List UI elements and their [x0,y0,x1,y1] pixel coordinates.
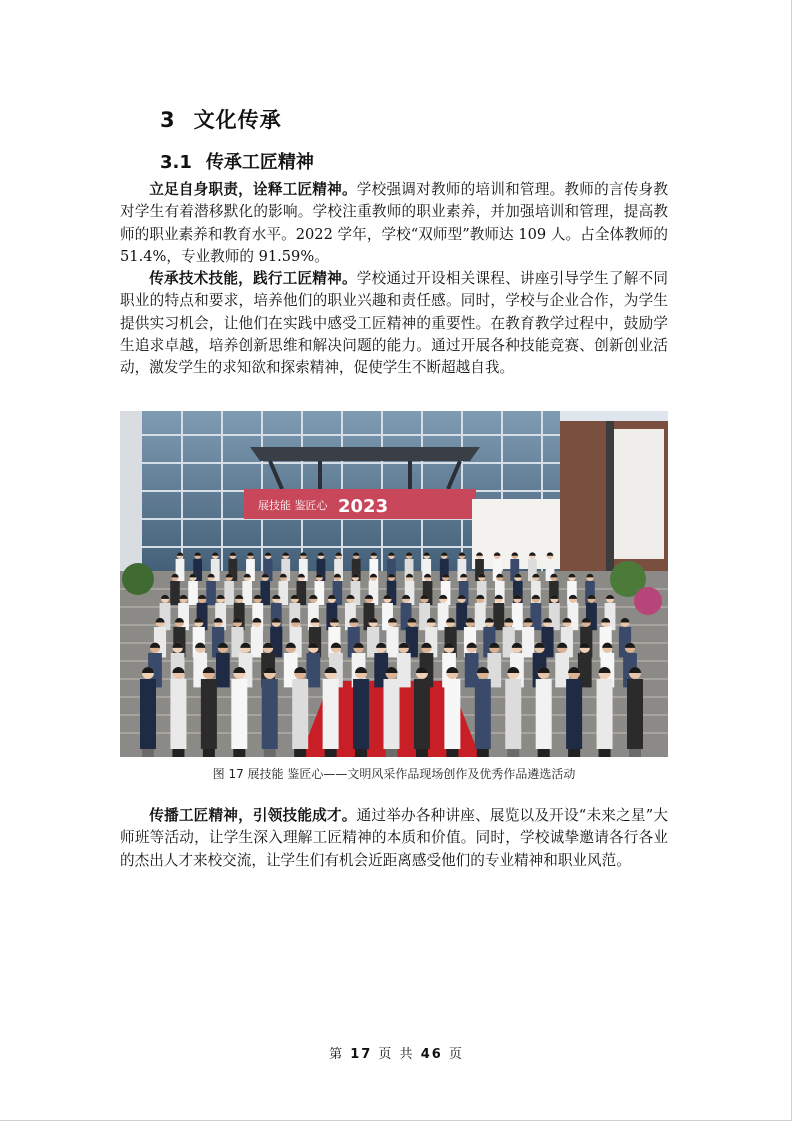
student-body [438,603,449,630]
paragraph-3 [120,805,668,872]
student-body [627,679,643,749]
student-body [503,627,515,657]
student-body [384,679,400,749]
student-body [456,603,467,630]
total-pages: 46 [420,1047,443,1062]
student-body [414,679,430,749]
student-body [328,627,340,657]
student-legs [172,749,184,757]
student-body [309,627,321,657]
student-body [278,581,288,605]
student-body [580,627,592,657]
paragraph-1 [120,179,668,268]
student-body [262,679,278,749]
paragraph-2 [120,268,668,379]
section-heading [160,148,314,174]
student-body [597,679,613,749]
page-number: 17 [350,1047,373,1062]
student-legs [142,749,154,757]
student-body [173,627,185,657]
footer-middle: 页 共 [372,1047,421,1062]
paragraph-2-body: 学校通过开设相关课程、讲座引导学生了解不同职业的特点和要求，培养他们的职业兴趣和责任感。同时，学校与企业合作，为学生提供实习机会，让他们在实践中感受工匠精神的重要性。在教育教学过程中，鼓励学生追求卓越，培养创新思维和解决问题的能力。通过开展各种技能竞赛、创新创业活动，激发学生的求知欲和探索精神，促使学生不断超越自我。 [120,270,668,377]
chapter-number: 3 [160,108,176,132]
student-body [600,627,612,657]
student-body [406,627,418,657]
student-legs [233,749,245,757]
student-body [353,679,369,749]
paragraph-2-lead: 传承技术技能，践行工匠精神。 [149,270,357,287]
student-legs [629,749,641,757]
page-footer [0,1043,793,1062]
student-body [140,679,156,749]
student-legs [538,749,550,757]
student-legs [386,749,398,757]
footer-suffix: 页 [442,1047,464,1062]
crowd [140,552,643,757]
student-legs [568,749,580,757]
student-body [224,581,234,605]
group-photo [120,411,668,757]
student-body [445,627,457,657]
student-body [444,679,460,749]
student-body [512,603,523,630]
student-body [231,679,247,749]
student-body [201,679,217,749]
student-body [292,679,308,749]
student-body [216,653,230,687]
student-legs [477,749,489,757]
student-legs [507,749,519,757]
student-legs [416,749,428,757]
student-body [270,627,282,657]
section-title: 传承工匠精神 [205,152,314,173]
student-legs [264,749,276,757]
student-body [231,627,243,657]
student-body [475,603,486,630]
student-body [505,679,521,749]
student-body [251,627,263,657]
student-body [323,679,339,749]
paragraph-1-body: 学校强调对教师的培训和管理。教师的言传身教对学生有着潜移默化的影响。学校注重教师的职业素养，并加强培训和管理，提高教师的职业素养和教育水平。2022 学年，学校“双师型”教师达 109 人。占全体教师的 51.4%，专业教师的 91.59%。 [120,181,668,265]
footer-prefix: 第 [329,1047,351,1062]
student-body [549,603,560,630]
student-body [522,627,534,657]
student-legs [203,749,215,757]
chapter-heading [160,104,282,134]
student-body [464,627,476,657]
chapter-title: 文化传承 [193,108,282,132]
banner-text: 展技能 鉴匠心 [258,499,328,512]
paragraph-3-body: 通过举办各种讲座、展览以及开设“未来之星”大师班等活动，让学生深入理解工匠精神的本质和价值。同时，学校诚挚邀请各行各业的杰出人才来校交流，让学生们有机会近距离感受他们的专业精神和职业风范。 [120,807,668,869]
student-body [242,581,252,605]
banner-year: 2023 [338,496,389,517]
student-body [260,581,270,605]
section-number: 3.1 [160,152,192,173]
student-body [536,679,552,749]
paragraph-1-lead: 立足自身职责，诠释工匠精神。 [149,181,357,198]
student-body [566,679,582,749]
student-body [530,603,541,630]
student-body [206,581,216,605]
student-legs [446,749,458,757]
student-body [541,627,553,657]
student-legs [355,749,367,757]
student-body [170,679,186,749]
student-body [188,581,198,605]
student-legs [325,749,337,757]
paragraph-3-lead: 传播工匠精神，引领技能成才。 [149,807,357,824]
student-legs [294,749,306,757]
student-body [306,653,320,687]
student-body [419,603,430,630]
student-legs [599,749,611,757]
student-body [493,603,504,630]
student-body [170,581,180,605]
student-body [386,627,398,657]
figure-caption: 图 17 展技能 鉴匠心——文明风采作品现场创作及优秀作品遴选活动 [212,767,576,781]
student-body [367,627,379,657]
student-body [193,627,205,657]
student-body [475,679,491,749]
